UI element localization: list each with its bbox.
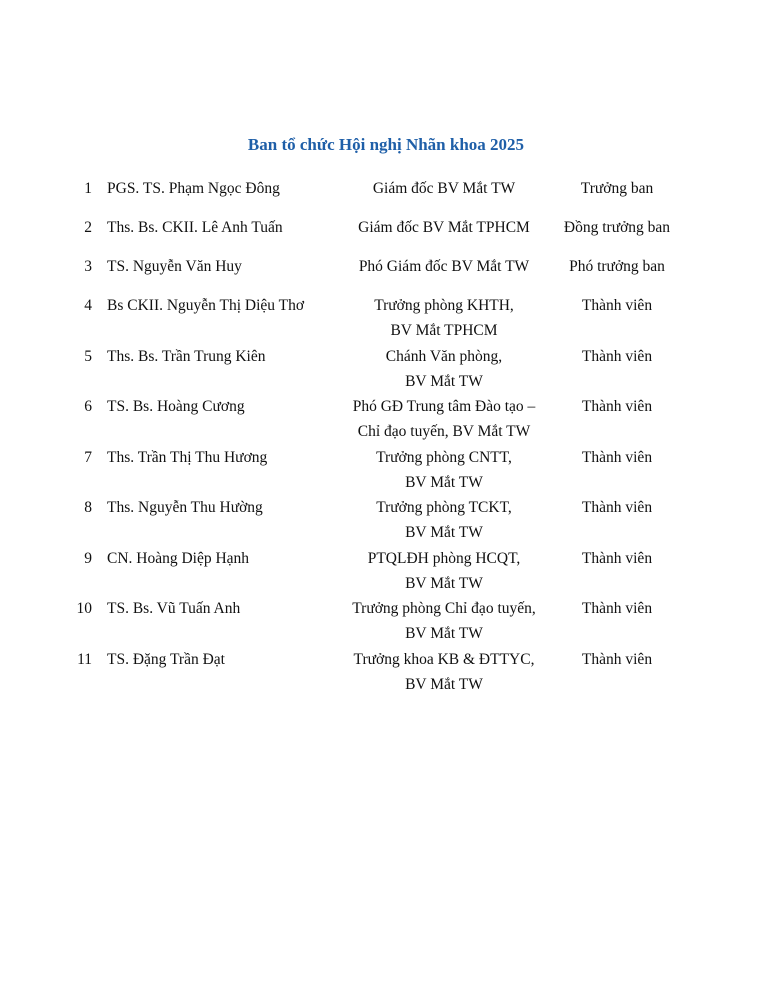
position-line: PTQLĐH phòng HCQT, [367, 549, 521, 567]
position-line: BV Mắt TW [405, 473, 483, 491]
member-role: Thành viên [581, 600, 653, 617]
committee-roster [0, 176, 772, 697]
member-role: Đồng trưởng ban [563, 219, 671, 236]
member-role: Phó trưởng ban [569, 258, 665, 275]
member-position [334, 344, 554, 394]
member-name: Bs CKII. Nguyễn Thị Diệu Thơ [107, 297, 305, 314]
member-number: 7 [84, 448, 92, 466]
member-number: 2 [84, 219, 92, 236]
member-name: Ths. Nguyễn Thu Hường [107, 499, 263, 516]
member-row [0, 647, 772, 698]
member-position [334, 215, 554, 240]
member-role: Thành viên [581, 347, 653, 365]
position-line: Giám đốc BV Mắt TW [372, 180, 516, 197]
member-name: TS. Nguyễn Văn Huy [107, 258, 242, 275]
member-row [0, 495, 772, 546]
member-position [334, 394, 554, 444]
member-position [334, 254, 554, 279]
member-number: 5 [84, 347, 92, 365]
document-title: Ban tổ chức Hội nghị Nhãn khoa 2025 [247, 135, 525, 154]
member-number: 8 [84, 499, 92, 516]
member-role: Thành viên [581, 650, 653, 668]
member-row [0, 176, 772, 215]
member-position [334, 596, 554, 646]
member-row [0, 596, 772, 647]
position-line: Phó Giám đốc BV Mắt TW [358, 258, 530, 275]
member-name: PGS. TS. Phạm Ngọc Đông [107, 180, 280, 197]
member-position [334, 647, 554, 697]
member-name: Ths. Bs. CKII. Lê Anh Tuấn [107, 219, 283, 236]
position-line: Phó GĐ Trung tâm Đào tạo – [352, 398, 536, 415]
member-row [0, 293, 772, 344]
member-position [334, 176, 554, 201]
member-number: 4 [84, 297, 92, 314]
position-line: BV Mắt TW [405, 524, 483, 541]
position-line: Trưởng phòng Chỉ đạo tuyến, [352, 600, 536, 617]
member-name: TS. Bs. Vũ Tuấn Anh [107, 600, 241, 617]
member-role: Trưởng ban [580, 180, 654, 197]
member-row [0, 394, 772, 445]
position-line: BV Mắt TW [405, 574, 483, 592]
member-name: Ths. Trần Thị Thu Hương [107, 448, 268, 466]
member-position [334, 546, 554, 596]
position-line: Trưởng khoa KB & ĐTTYC, [353, 650, 535, 668]
member-row [0, 215, 772, 254]
member-role: Thành viên [581, 448, 653, 466]
member-row [0, 344, 772, 395]
member-number: 6 [84, 398, 92, 415]
member-role: Thành viên [581, 499, 653, 516]
position-line: BV Mắt TW [405, 625, 483, 642]
position-line: BV Mắt TPHCM [390, 322, 498, 339]
position-line: BV Mắt TW [405, 675, 483, 693]
member-number: 10 [76, 600, 92, 617]
member-name: Ths. Bs. Trần Trung Kiên [107, 347, 266, 365]
position-line: BV Mắt TW [405, 372, 483, 390]
member-row [0, 254, 772, 293]
member-row [0, 445, 772, 496]
position-line: Giám đốc BV Mắt TPHCM [358, 219, 530, 236]
member-position [334, 495, 554, 545]
member-name: CN. Hoàng Diệp Hạnh [107, 549, 250, 567]
member-row [0, 546, 772, 597]
member-number: 3 [84, 258, 92, 275]
member-role: Thành viên [581, 398, 653, 415]
member-position [334, 293, 554, 343]
member-number: 1 [84, 180, 92, 197]
position-line: Trưởng phòng TCKT, [376, 499, 512, 516]
member-role: Thành viên [581, 549, 653, 567]
position-line: Trưởng phòng CNTT, [376, 448, 512, 466]
member-position [334, 445, 554, 495]
member-number: 11 [77, 650, 92, 668]
position-line: Chỉ đạo tuyến, BV Mắt TW [357, 423, 531, 440]
member-role: Thành viên [581, 297, 653, 314]
member-name: TS. Bs. Hoàng Cương [107, 398, 245, 415]
position-line: Chánh Văn phòng, [385, 347, 503, 365]
member-number: 9 [84, 549, 92, 567]
position-line: Trưởng phòng KHTH, [374, 297, 514, 314]
member-name: TS. Đặng Trần Đạt [107, 650, 225, 668]
